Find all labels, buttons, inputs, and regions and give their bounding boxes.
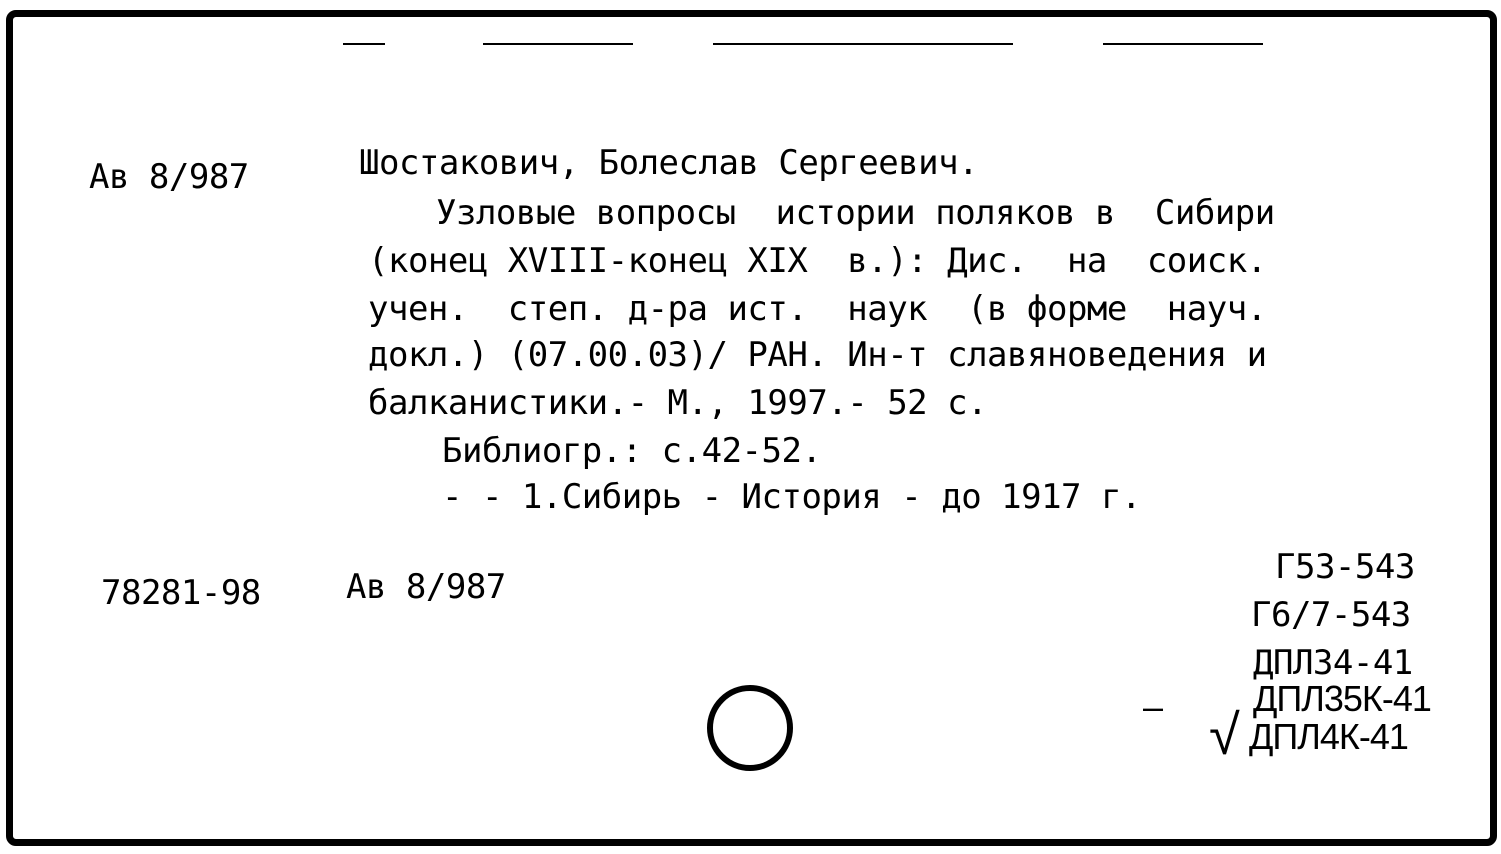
title-line: (конец XVIII-конец XIX в.): Дис. на соиск. [368, 241, 1267, 281]
accession-number: 78281-98 [101, 573, 261, 613]
classification-code: Г6/7-543 [1251, 595, 1411, 635]
shelfmark: Ав 8/987 [89, 157, 249, 197]
catalog-card [6, 10, 1497, 846]
classification-code: ДПЛ34-41 [1253, 643, 1413, 683]
handwritten-code: ДПЛ4К-41 [1249, 716, 1408, 757]
title-line: Узловые вопросы истории поляков в Сибири [436, 193, 1275, 233]
top-rule-dash [483, 43, 633, 45]
classification-code: Г53-543 [1275, 547, 1415, 587]
top-rule-dash [1103, 43, 1263, 45]
checkmark-icon: √ [1209, 703, 1239, 766]
subject-heading: - - 1.Сибирь - История - до 1917 г. [442, 477, 1141, 517]
punch-hole-icon [707, 685, 793, 771]
shelfmark-bottom: Ав 8/987 [346, 567, 506, 607]
handwritten-code: ДПЛ35К-41 [1253, 678, 1431, 719]
title-line: докл.) (07.00.03)/ РАН. Ин-т славяноведения и [368, 335, 1267, 375]
title-line: балканистики.- М., 1997.- 52 с. [368, 383, 988, 423]
top-rule-dash [343, 43, 385, 45]
handwritten-dash: – [1143, 686, 1163, 727]
author-heading: Шостакович, Болеслав Сергеевич. [359, 143, 979, 183]
title-line: учен. степ. д-ра ист. наук (в форме науч. [368, 289, 1267, 329]
bibliography-note: Библиогр.: с.42-52. [442, 431, 822, 471]
top-rule-dash [713, 43, 1013, 45]
